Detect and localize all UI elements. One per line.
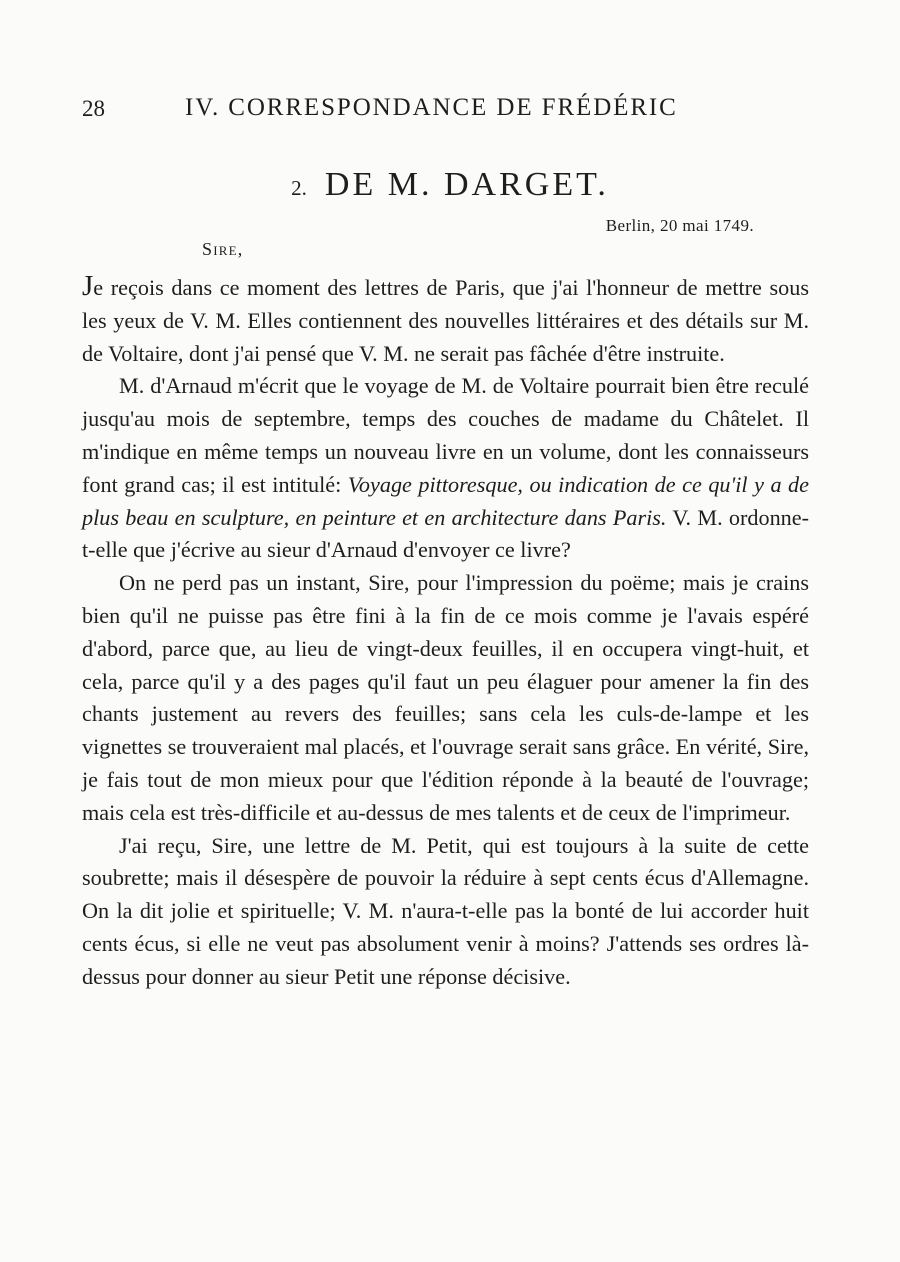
- paragraph-1-text: e reçois dans ce moment des lettres de Paris, que j'ai l'honneur de mettre sous les yeux de V. M. Elles contiennent des nouvelles littéraires et des détails sur M. de Voltaire, dont j'ai pensé que V. M. ne serait pas fâchée d'être instruite.: [82, 275, 809, 366]
- drop-cap: J: [82, 270, 94, 302]
- paragraph-2-text-after: V. M. ordonne-t-elle que j'écrive au sieur d'Arnaud d'envoyer ce livre?: [82, 504, 809, 563]
- paragraph-3-text: On ne perd pas un instant, Sire, pour l'impression du poëme; mais je crains bien qu'il ne puisse pas être fini à la fin de ce mois comme je l'avais espéré d'abord, parce que, au lieu de vingt-deux feuilles, il en occupera vingt-huit, et cela, parce qu'il y a des pages qu'il faut un peu élaguer pour amener la fin des chants justement au revers des feuilles; sans cela les culs-de-lampe et les vignettes se trouveraient mal placés, et l'ouvrage serait sans grâce. En vérité, Sire, je fais tout de mon mieux pour que l'édition réponde à la beauté de l'ouvrage; mais cela est très-difficile et au-dessus de mes talents et de ceux de l'imprimeur.: [82, 570, 809, 825]
- salutation: [202, 239, 243, 260]
- salutation-text: Sire,: [202, 239, 244, 259]
- running-title: IV. CORRESPONDANCE DE FRÉDÉRIC: [185, 94, 678, 121]
- paragraph-4: [82, 830, 809, 994]
- paragraph-2-text-before: M. d'Arnaud m'écrit que le voyage de M. de Voltaire pourrait bien être reculé jusqu'au mois de septembre, temps des couches de madame du Châtelet. Il m'indique en même temps un nouveau livre en un volume, dont les connaisseurs font grand cas; il est intitulé:: [82, 373, 809, 497]
- letter-title: DE M. DARGET.: [324, 166, 609, 203]
- running-head: [82, 94, 722, 128]
- paragraph-3: [82, 567, 809, 829]
- paragraph-1: [82, 270, 809, 370]
- book-title-italic: Voyage pittoresque, ou indication de ce qu'il y a de plus beau en sculpture, en peinture et en architecture dans Paris.: [82, 471, 809, 530]
- dateline: Berlin, 20 mai 1749.: [605, 216, 754, 235]
- paragraph-4-text: J'ai reçu, Sire, une lettre de M. Petit, qui est toujours à la suite de cette soubrette; mais il désespère de pouvoir la réduire à sept cents écus d'Allemagne. On la dit jolie et spirituelle; V. M. n'aura-t-elle pas la bonté de lui accorder huit cents écus, si elle ne veut pas absolument venir à moins? J'attends ses ordres là-dessus pour donner au sieur Petit une réponse décisive.: [82, 832, 809, 989]
- letter-heading: [0, 166, 900, 204]
- page-number: 28: [82, 96, 105, 121]
- paragraph-2: [82, 370, 809, 567]
- letter-body: [82, 270, 809, 994]
- letter-number: 2.: [291, 176, 307, 200]
